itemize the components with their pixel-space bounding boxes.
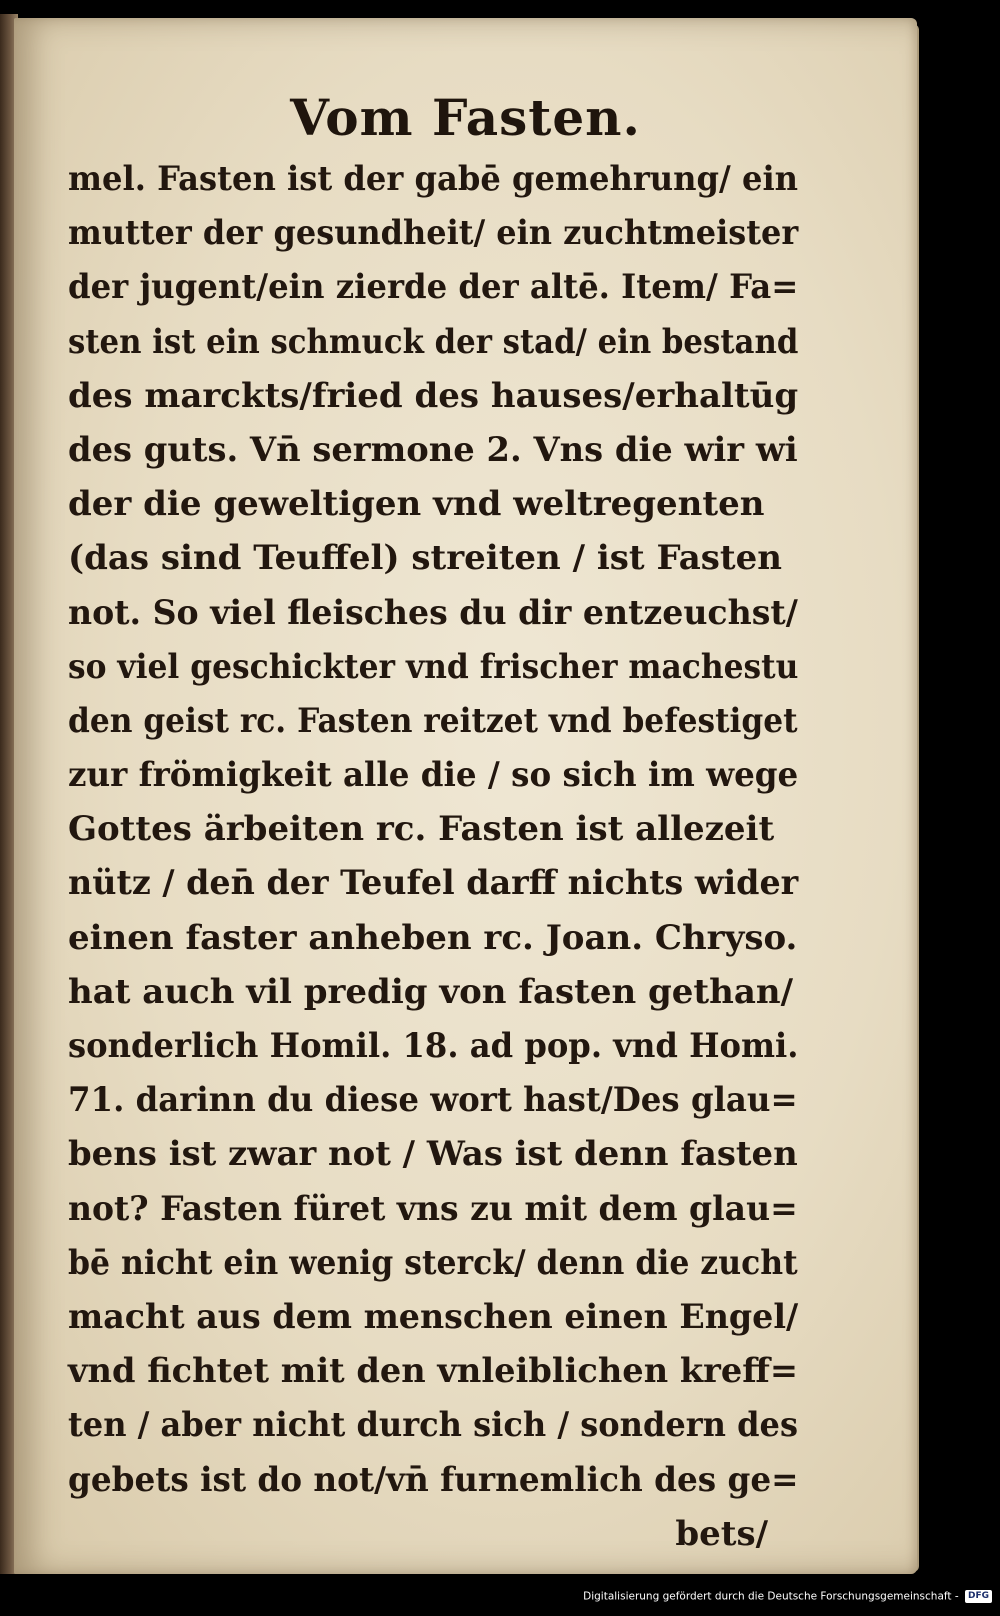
text-line: Gottes ärbeiten rc. Fasten ist allezeit [68, 809, 775, 850]
text-line: zur frömigkeit alle die / so sich im wege [68, 755, 799, 796]
running-heading: Vom Fasten. [290, 88, 641, 147]
text-line: vnd fichtet mit den vnleiblichen kreff= [68, 1351, 799, 1392]
text-line: gebets ist do not/vn̄ furnemlich des ge= [68, 1459, 799, 1500]
text-line: des guts. Vn̄ sermone 2. Vns die wir wi [68, 429, 798, 470]
text-line: bē nicht ein wenig sterck/ denn die zucht [68, 1242, 798, 1283]
text-line: 71. darinn du diese wort hast/Des glau= [68, 1080, 798, 1121]
text-line: sonderlich Homil. 18. ad pop. vnd Homi. [68, 1026, 799, 1066]
catchword: bets/ [675, 1513, 768, 1554]
text-line: des marckts/fried des hauses/erhaltūg [68, 375, 799, 416]
digitization-credit [0, 1590, 992, 1603]
text-line: bens ist zwar not / Was ist denn fasten [68, 1134, 798, 1175]
text-line: einen faster anheben rc. Joan. Chryso. [68, 917, 798, 958]
text-line: (das sind Teuffel) streiten / ist Fasten [68, 538, 782, 579]
text-line: sten ist ein schmuck der stad/ ein bestand [68, 321, 799, 362]
text-line: not? Fasten füret vns zu mit dem glau= [68, 1188, 798, 1229]
text-line: mel. Fasten ist der gabē gemehrung/ ein [68, 159, 799, 199]
text-line: macht aus dem menschen einen Engel/ [68, 1296, 799, 1337]
text-line: mutter der gesundheit/ ein zuchtmeister [68, 213, 799, 254]
book-page [14, 18, 917, 1574]
text-line: hat auch vil predig von fasten gethan/ [68, 971, 794, 1012]
text-line: ten / aber nicht durch sich / sondern des [68, 1405, 799, 1446]
text-line: nütz / den̄ der Teufel darff nichts wider [68, 863, 799, 904]
text-line: der jugent/ein zierde der altē. Item/ Fa= [68, 267, 799, 308]
text-line: den geist rc. Fasten reitzet vnd befestiget [68, 700, 798, 741]
text-line: so viel geschickter vnd frischer machestu [68, 646, 799, 687]
credit-text: Digitalisierung gefördert durch die Deutsche Forschungsgemeinschaft - [583, 1590, 959, 1603]
dfg-logo: DFG [965, 1590, 992, 1603]
text-line: der die geweltigen vnd weltregenten [68, 484, 765, 525]
text-line: not. So viel fleisches du dir entzeuchst/ [68, 592, 798, 633]
text-block [68, 152, 798, 1561]
